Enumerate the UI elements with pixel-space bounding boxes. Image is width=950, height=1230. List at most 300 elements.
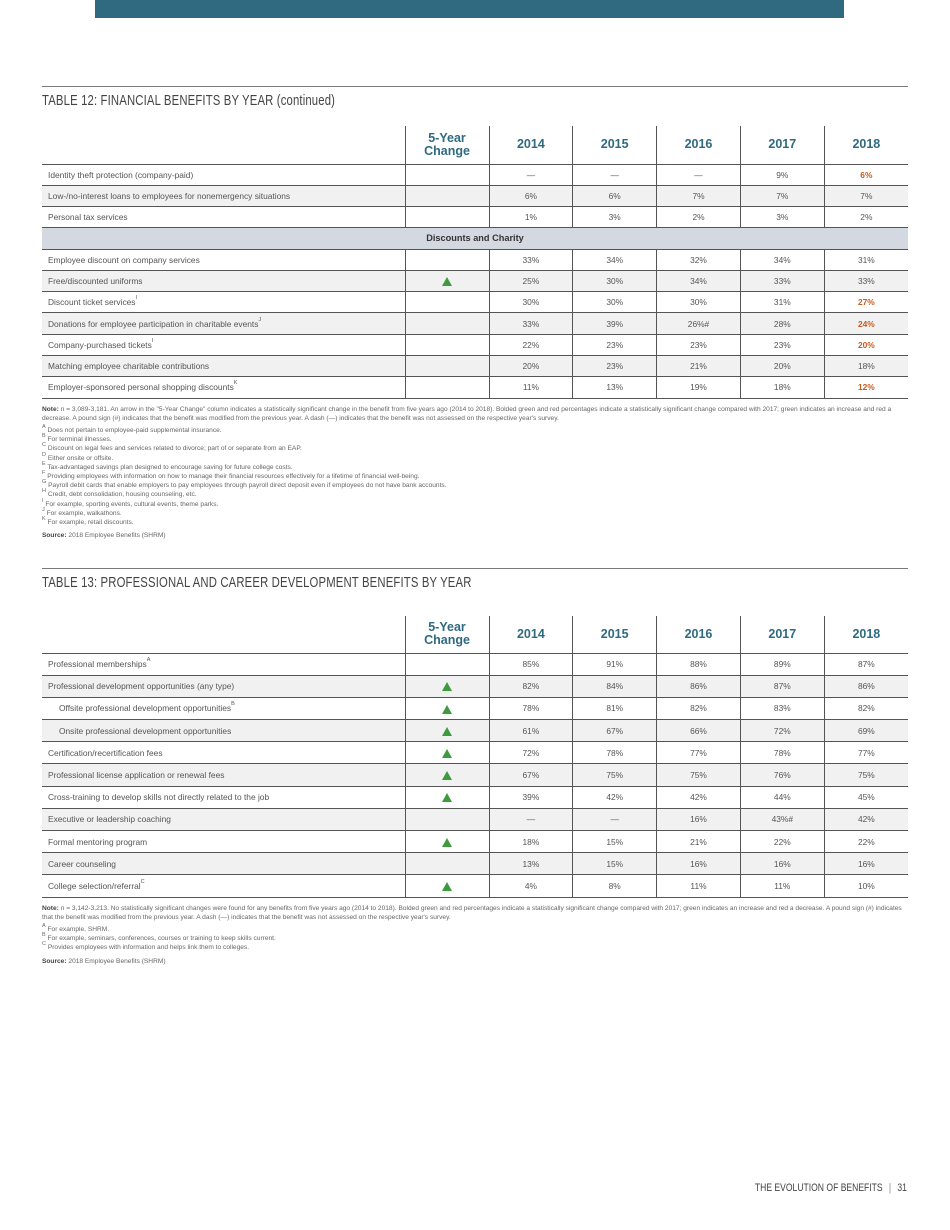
footnote-text: For example, SHRM.: [47, 925, 110, 933]
five-year-change-cell: [405, 377, 489, 398]
year-value-cell: 89%: [740, 653, 824, 675]
row-label: [42, 206, 405, 227]
footnote-marker: I: [135, 295, 138, 302]
year-value-cell: 23%: [740, 334, 824, 355]
footnote: [42, 481, 908, 490]
five-year-change-cell: [405, 786, 489, 808]
footnote-mark: I: [42, 497, 44, 504]
year-value-cell: 6%: [573, 185, 657, 206]
table13-notes: [42, 904, 908, 966]
footnote-text: Credit, debt consolidation, housing counseling, etc.: [47, 491, 197, 499]
table12: [42, 126, 908, 399]
year-value-cell: 11%: [657, 875, 741, 897]
year-value-cell: 86%: [657, 675, 741, 697]
year-value-cell: 78%: [489, 697, 573, 719]
row-label: [42, 875, 405, 897]
year-value-cell: 7%: [657, 185, 741, 206]
change-header-line1: 5-Year: [428, 620, 466, 635]
row-label: [42, 334, 405, 355]
table12-footnotes: [42, 423, 908, 527]
year-value-cell: 25%: [489, 270, 573, 291]
year-value-cell: 23%: [573, 334, 657, 355]
year-value-cell: 28%: [740, 313, 824, 334]
five-year-change-cell: [405, 875, 489, 897]
row-label-text: Executive or leadership coaching: [48, 814, 171, 825]
row-label-text: Matching employee charitable contributions: [48, 361, 210, 372]
note-label: Note:: [42, 405, 59, 413]
footnote-mark: F: [42, 470, 46, 476]
year-value-cell: 23%: [657, 334, 741, 355]
table12-top-rule: [42, 86, 908, 87]
table-row: [42, 164, 908, 185]
year-value-cell: 15%: [573, 853, 657, 875]
table13-title: TABLE 13: PROFESSIONAL AND CAREER DEVELOPMENT BENEFITS BY YEAR: [42, 575, 472, 591]
table12-group-row: [42, 227, 908, 249]
table13-top-rule: [42, 568, 908, 569]
table13-header-row: [42, 616, 908, 653]
footnote-text: Tax-advantaged savings plan designed to encourage saving for future college costs.: [47, 463, 293, 471]
year-value-cell: 10%: [824, 875, 908, 897]
footnote: [42, 460, 908, 472]
year-value-cell: 27%: [824, 292, 908, 313]
five-year-change-cell: [405, 185, 489, 206]
footnote-marker: C: [140, 878, 145, 885]
footnote-text: Does not pertain to employee-paid supplemental insurance.: [47, 426, 222, 434]
footnote: [42, 451, 908, 463]
table-row: [42, 808, 908, 830]
year-value-cell: 16%: [657, 853, 741, 875]
table12-header-row: [42, 126, 908, 164]
year-value-cell: 44%: [740, 786, 824, 808]
year-value-cell: 42%: [657, 786, 741, 808]
footnote-mark: C: [42, 442, 46, 449]
five-year-change-cell: [405, 742, 489, 764]
five-year-change-cell: [405, 249, 489, 270]
year-value-cell: 3%: [740, 206, 824, 227]
increase-arrow-icon: [442, 727, 452, 736]
year-value-cell: 83%: [740, 697, 824, 719]
page-number: 31: [897, 1182, 907, 1194]
year-value-cell: 81%: [573, 697, 657, 719]
footnote-text: Discount on legal fees and services related to divorce; part of or separate from an EAP.: [47, 445, 302, 453]
year-value-cell: —: [489, 808, 573, 830]
footnote-mark: B: [42, 932, 46, 939]
year-value-cell: 86%: [824, 675, 908, 697]
year-value-cell: 67%: [489, 764, 573, 786]
source-label: Source:: [42, 532, 67, 540]
five-year-change-cell: [405, 292, 489, 313]
footnote: [42, 490, 908, 499]
year-value-cell: 1%: [489, 206, 573, 227]
table12-header-year: 2017: [740, 126, 824, 164]
five-year-change-cell: [405, 355, 489, 376]
year-value-cell: 7%: [740, 185, 824, 206]
table13-note: [42, 904, 908, 922]
year-value-cell: 78%: [740, 742, 824, 764]
table-row: [42, 185, 908, 206]
year-value-cell: 72%: [740, 720, 824, 742]
year-value-cell: 11%: [489, 377, 573, 398]
year-value-cell: 20%: [824, 334, 908, 355]
year-value-cell: 61%: [489, 720, 573, 742]
row-label-text: Employee discount on company services: [48, 254, 200, 265]
row-label: [42, 675, 405, 697]
row-label-text: Personal tax services: [48, 211, 128, 222]
row-label-text: Onsite professional development opportunities: [59, 725, 232, 736]
footnote: [42, 506, 908, 518]
footnote-mark: B: [42, 433, 46, 440]
footnote-text: For terminal illnesses.: [47, 436, 112, 444]
footnote-text: For example, seminars, conferences, courses or training to keep skills current.: [47, 935, 276, 943]
increase-arrow-icon: [442, 749, 452, 758]
table-row: [42, 764, 908, 786]
table12-source: [42, 531, 908, 540]
year-value-cell: 33%: [489, 313, 573, 334]
year-value-cell: 85%: [489, 653, 573, 675]
table12-header-year: 2018: [824, 126, 908, 164]
row-label: [42, 185, 405, 206]
year-value-cell: 43%#: [740, 808, 824, 830]
year-value-cell: 77%: [657, 742, 741, 764]
year-value-cell: 19%: [657, 377, 741, 398]
table-row: [42, 853, 908, 875]
row-label: [42, 355, 405, 376]
row-label: [42, 249, 405, 270]
year-value-cell: 6%: [489, 185, 573, 206]
row-label: [42, 831, 405, 853]
five-year-change-cell: [405, 334, 489, 355]
footnote-mark: J: [42, 506, 45, 513]
five-year-change-cell: [405, 164, 489, 185]
table13-header-year: 2017: [740, 616, 824, 653]
row-label: [42, 653, 405, 675]
five-year-change-cell: [405, 697, 489, 719]
table12-body-bottom: [42, 249, 908, 398]
footer-separator: |: [888, 1182, 892, 1194]
row-label-text: Discount ticket services: [48, 297, 136, 308]
five-year-change-cell: [405, 720, 489, 742]
table13-header-year: 2016: [657, 616, 741, 653]
year-value-cell: 84%: [573, 675, 657, 697]
footnote: [42, 497, 908, 509]
year-value-cell: 13%: [489, 853, 573, 875]
increase-arrow-icon: [442, 838, 452, 847]
year-value-cell: 42%: [573, 786, 657, 808]
year-value-cell: 75%: [657, 764, 741, 786]
year-value-cell: 15%: [573, 831, 657, 853]
table-row: [42, 292, 908, 313]
footnote: [42, 922, 908, 934]
footnote-mark: H: [42, 488, 46, 495]
year-value-cell: 26%#: [657, 313, 741, 334]
table13-source: [42, 957, 908, 966]
five-year-change-cell: [405, 675, 489, 697]
row-label: [42, 697, 405, 719]
year-value-cell: 77%: [824, 742, 908, 764]
year-value-cell: 69%: [824, 720, 908, 742]
footnote-mark: G: [42, 479, 47, 486]
table13-header-year: 2015: [573, 616, 657, 653]
year-value-cell: 34%: [573, 249, 657, 270]
year-value-cell: 34%: [740, 249, 824, 270]
year-value-cell: 12%: [824, 377, 908, 398]
five-year-change-cell: [405, 313, 489, 334]
table-row: [42, 249, 908, 270]
year-value-cell: 88%: [657, 653, 741, 675]
table12-section: [42, 86, 908, 540]
footnote-mark: A: [42, 423, 46, 430]
group-label: Discounts and Charity: [42, 227, 908, 249]
row-label-text: Low-/no-interest loans to employees for nonemergency situations: [48, 190, 291, 201]
year-value-cell: 87%: [824, 653, 908, 675]
footnote-text: For example, retail discounts.: [47, 519, 134, 527]
year-value-cell: 75%: [573, 764, 657, 786]
table13-header-blank: [42, 616, 405, 653]
row-label-text: Identity theft protection (company-paid): [48, 169, 194, 180]
increase-arrow-icon: [442, 882, 452, 891]
table12-header-blank: [42, 126, 405, 164]
row-label-text: Company-purchased tickets: [48, 339, 152, 350]
table12-header-year: 2015: [573, 126, 657, 164]
footnote-text: Providing employees with information on how to manage their financial resources effectively for a lifetime of financial well-being.: [47, 473, 420, 480]
year-value-cell: 2%: [824, 206, 908, 227]
year-value-cell: 31%: [740, 292, 824, 313]
footnote: [42, 472, 908, 481]
five-year-change-cell: [405, 831, 489, 853]
table-row: [42, 270, 908, 291]
table13-footnotes: [42, 922, 908, 953]
year-value-cell: 21%: [657, 831, 741, 853]
table12-group: [42, 227, 908, 249]
year-value-cell: 6%: [824, 164, 908, 185]
table12-header-year: 2016: [657, 126, 741, 164]
year-value-cell: 30%: [657, 292, 741, 313]
table-row: [42, 875, 908, 897]
footnote: [42, 934, 908, 943]
year-value-cell: —: [657, 164, 741, 185]
row-label: [42, 786, 405, 808]
year-value-cell: —: [573, 808, 657, 830]
year-value-cell: 30%: [573, 270, 657, 291]
five-year-change-cell: [405, 764, 489, 786]
year-value-cell: 22%: [824, 831, 908, 853]
table-row: [42, 742, 908, 764]
year-value-cell: 23%: [573, 355, 657, 376]
year-value-cell: 39%: [489, 786, 573, 808]
footnote-marker: B: [231, 701, 235, 708]
footnote-mark: K: [42, 516, 46, 523]
table13-header-change: [405, 616, 489, 653]
year-value-cell: 20%: [489, 355, 573, 376]
year-value-cell: 9%: [740, 164, 824, 185]
row-label: [42, 270, 405, 291]
year-value-cell: 11%: [740, 875, 824, 897]
row-label: [42, 720, 405, 742]
year-value-cell: 4%: [489, 875, 573, 897]
year-value-cell: 82%: [657, 697, 741, 719]
footnote: [42, 444, 908, 453]
table-row: [42, 697, 908, 719]
year-value-cell: 75%: [824, 764, 908, 786]
five-year-change-cell: [405, 653, 489, 675]
footnote-text: Either onsite or offsite.: [47, 454, 114, 462]
row-label: [42, 377, 405, 398]
table-row: [42, 377, 908, 398]
year-value-cell: 16%: [657, 808, 741, 830]
change-header-line2: Change: [424, 143, 470, 158]
page-footer: [755, 1182, 907, 1194]
year-value-cell: 24%: [824, 313, 908, 334]
source-text: 2018 Employee Benefits (SHRM): [68, 957, 166, 965]
row-label-text: Cross-training to develop skills not directly related to the job: [48, 792, 270, 803]
row-label-text: Certification/recertification fees: [48, 747, 163, 758]
table12-title: TABLE 12: FINANCIAL BENEFITS BY YEAR (continued): [42, 93, 336, 109]
table-row: [42, 720, 908, 742]
year-value-cell: 16%: [740, 853, 824, 875]
table13: [42, 616, 908, 898]
footnote-text: Provides employees with information and helps link them to colleges.: [47, 944, 250, 952]
top-banner-bar: [95, 0, 844, 18]
note-text: n = 3,089-3,181. An arrow in the "5-Year Change" column indicates a statistically significant change in the benefit from five years ago (2014 to 2018). Bolded green and red percentages indicate a statistically significant change compared with 2017; green indicates an increase and red a decrease. A pound sign (#) indicates that the benefit was modified from the previous year. A dash (—) indicates that the benefit was not assessed on the respective year's survey.: [42, 405, 892, 422]
table13-body: [42, 653, 908, 897]
footnote-marker: J: [258, 316, 262, 323]
footnote-mark: D: [42, 451, 46, 458]
year-value-cell: 76%: [740, 764, 824, 786]
table-row: [42, 355, 908, 376]
table13-section: [42, 568, 908, 966]
year-value-cell: 39%: [573, 313, 657, 334]
increase-arrow-icon: [442, 771, 452, 780]
table12-notes: [42, 405, 908, 541]
footnote-marker: A: [146, 657, 151, 664]
footnote-mark: E: [42, 460, 46, 467]
row-label: [42, 742, 405, 764]
footnote: [42, 435, 908, 444]
row-label-text: Employer-sponsored personal shopping discounts: [48, 382, 234, 393]
footnote-mark: A: [42, 922, 46, 929]
table12-header-change: [405, 126, 489, 164]
five-year-change-cell: [405, 270, 489, 291]
note-label: Note:: [42, 904, 59, 912]
increase-arrow-icon: [442, 277, 452, 286]
year-value-cell: —: [489, 164, 573, 185]
year-value-cell: 13%: [573, 377, 657, 398]
year-value-cell: 21%: [657, 355, 741, 376]
year-value-cell: 42%: [824, 808, 908, 830]
footer-title: THE EVOLUTION OF BENEFITS: [754, 1182, 883, 1194]
row-label-text: Career counseling: [48, 858, 116, 869]
table-row: [42, 206, 908, 227]
year-value-cell: 67%: [573, 720, 657, 742]
year-value-cell: 2%: [657, 206, 741, 227]
row-label: [42, 292, 405, 313]
table-row: [42, 675, 908, 697]
footnote-text: Payroll debit cards that enable employers to pay employees through payroll direct deposit even if employees do not have bank accounts.: [48, 482, 447, 490]
year-value-cell: 22%: [489, 334, 573, 355]
increase-arrow-icon: [442, 793, 452, 802]
footnote: [42, 423, 908, 435]
change-header-line1: 5-Year: [428, 130, 466, 145]
five-year-change-cell: [405, 808, 489, 830]
year-value-cell: 30%: [573, 292, 657, 313]
year-value-cell: 82%: [824, 697, 908, 719]
row-label: [42, 808, 405, 830]
row-label-text: Professional memberships: [48, 659, 147, 670]
row-label-text: Donations for employee participation in charitable events: [48, 318, 259, 329]
year-value-cell: 87%: [740, 675, 824, 697]
footnote-text: For example, sporting events, cultural events, theme parks.: [45, 500, 219, 508]
row-label-text: Free/discounted uniforms: [48, 275, 143, 286]
row-label-text: Professional license application or renewal fees: [48, 770, 225, 781]
year-value-cell: 22%: [740, 831, 824, 853]
row-label: [42, 164, 405, 185]
year-value-cell: 33%: [740, 270, 824, 291]
note-text: n = 3,142-3,213. No statistically significant changes were found for any benefits from five years ago (2014 to 2018). Bolded green and red percentages indicate a statistically significant change compared with 2017; green indicates an increase and red a decrease. A pound sign (#) indicates that the benefit was modified from the previous year. A dash (—) indicates that the benefit was not assessed on the respective year's survey.: [42, 904, 902, 921]
table13-header-year: 2018: [824, 616, 908, 653]
table-row: [42, 786, 908, 808]
table-row: [42, 334, 908, 355]
year-value-cell: 91%: [573, 653, 657, 675]
year-value-cell: 30%: [489, 292, 573, 313]
year-value-cell: 7%: [824, 185, 908, 206]
year-value-cell: 66%: [657, 720, 741, 742]
year-value-cell: 72%: [489, 742, 573, 764]
year-value-cell: 18%: [740, 377, 824, 398]
year-value-cell: 33%: [489, 249, 573, 270]
five-year-change-cell: [405, 853, 489, 875]
year-value-cell: 34%: [657, 270, 741, 291]
footnote-marker: I: [151, 337, 154, 344]
table-row: [42, 831, 908, 853]
table12-note: [42, 405, 908, 423]
year-value-cell: 8%: [573, 875, 657, 897]
source-label: Source:: [42, 957, 67, 965]
row-label: [42, 764, 405, 786]
increase-arrow-icon: [442, 705, 452, 714]
year-value-cell: 31%: [824, 249, 908, 270]
row-label: [42, 313, 405, 334]
year-value-cell: 3%: [573, 206, 657, 227]
year-value-cell: 16%: [824, 853, 908, 875]
increase-arrow-icon: [442, 682, 452, 691]
table-row: [42, 313, 908, 334]
row-label-text: Offsite professional development opportunities: [59, 703, 232, 714]
table12-body-top: [42, 164, 908, 227]
year-value-cell: 18%: [824, 355, 908, 376]
row-label-text: Formal mentoring program: [48, 836, 148, 847]
five-year-change-cell: [405, 206, 489, 227]
row-label-text: College selection/referral: [48, 880, 141, 891]
table-row: [42, 653, 908, 675]
year-value-cell: 18%: [489, 831, 573, 853]
year-value-cell: 78%: [573, 742, 657, 764]
footnote-text: For example, walkathons.: [46, 509, 122, 517]
footnote-marker: K: [233, 380, 238, 387]
table12-header-year: 2014: [489, 126, 573, 164]
year-value-cell: 20%: [740, 355, 824, 376]
row-label: [42, 853, 405, 875]
change-header-line2: Change: [424, 633, 470, 648]
table13-header-year: 2014: [489, 616, 573, 653]
year-value-cell: 82%: [489, 675, 573, 697]
source-text: 2018 Employee Benefits (SHRM): [68, 532, 166, 540]
year-value-cell: 32%: [657, 249, 741, 270]
footnote: [42, 943, 908, 952]
footnote: [42, 518, 908, 527]
year-value-cell: 45%: [824, 786, 908, 808]
footnote-mark: C: [42, 941, 46, 948]
year-value-cell: —: [573, 164, 657, 185]
